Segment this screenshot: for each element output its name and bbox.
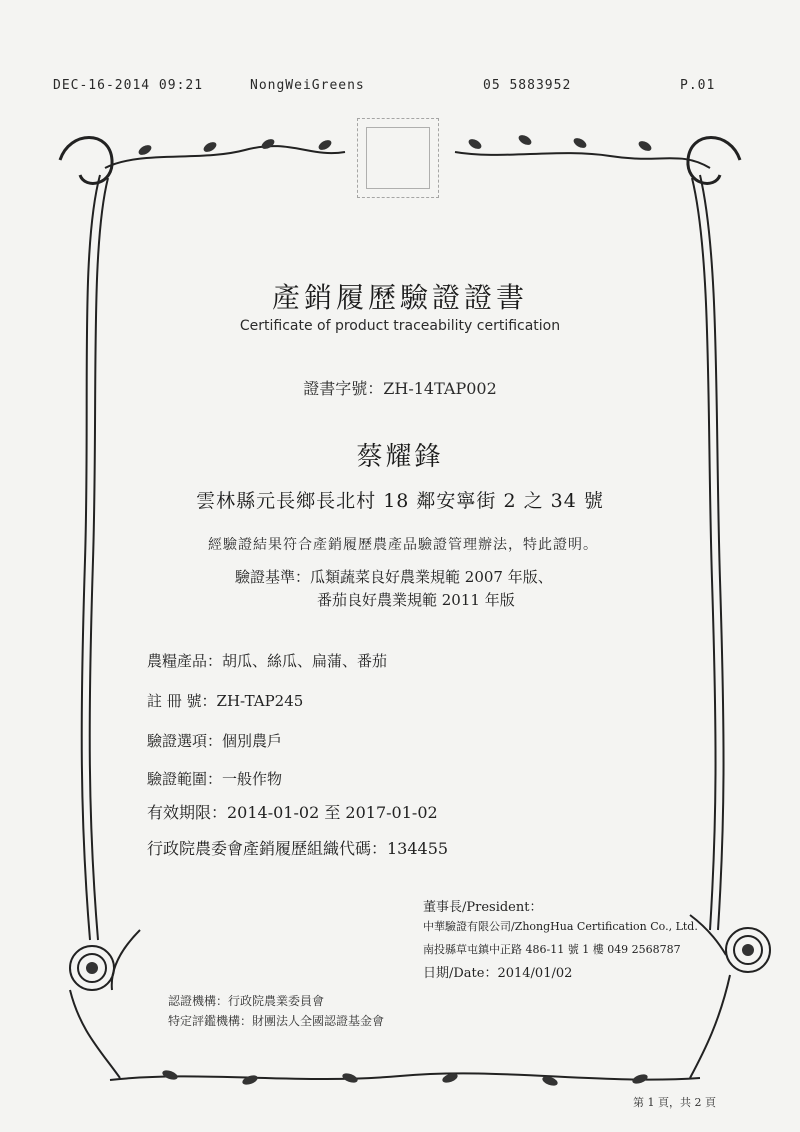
certification-body: 認證機構：行政院農業委員會 — [168, 994, 325, 1008]
signer-date: 日期/Date：2014/01/02 — [423, 966, 573, 981]
fax-phone: 05 5883952 — [483, 78, 572, 93]
certificate-number: 證書字號：ZH-14TAP002 — [303, 379, 497, 398]
page-count: 第 1 頁，共 2 頁 — [633, 1096, 716, 1109]
field-certification-option: 驗證選項：個別農戶 — [147, 732, 283, 750]
fax-page: P.01 — [680, 78, 716, 93]
seal-stamp — [357, 118, 439, 198]
certificate-title-zh: 產銷履歷驗證證書 — [271, 281, 528, 314]
fax-header — [0, 78, 800, 98]
certificate-title-en: Certificate of product traceability certification — [239, 318, 561, 334]
certification-statement: 經驗證結果符合產銷履歷農產品驗證管理辦法，特此證明。 — [208, 537, 598, 553]
field-organization-code: 行政院農委會產銷履歷組織代碼：134455 — [147, 839, 449, 858]
fax-sender: NongWeiGreens — [250, 78, 365, 93]
fax-datetime: DEC-16-2014 09:21 — [53, 78, 204, 93]
flower-ornament-left — [70, 930, 140, 1078]
holder-address: 雲林縣元長鄉長北村 18 鄰安寧街 2 之 34 號 — [196, 490, 604, 512]
certification-basis-line2: 番茄良好農業規範 2011 年版 — [317, 591, 515, 609]
seal-stamp-inner — [366, 127, 430, 189]
field-validity-period: 有效期限：2014-01-02 至 2017-01-02 — [147, 803, 438, 822]
certification-basis-line1: 驗證基準：瓜類蔬菜良好農業規範 2007 年版、 — [235, 568, 553, 586]
field-certification-scope: 驗證範圍：一般作物 — [147, 770, 283, 788]
field-registration-number: 註 冊 號：ZH-TAP245 — [147, 692, 304, 710]
accreditation-body: 特定評鑑機構：財團法人全國認證基金會 — [168, 1014, 385, 1028]
signer-company: 中華驗證有限公司/ZhongHua Certification Co., Ltd. — [423, 920, 698, 933]
holder-name: 蔡耀鋒 — [356, 442, 444, 472]
signer-president: 董事長/President： — [423, 900, 543, 915]
signer-address-tel: 南投縣草屯鎮中正路 486-11 號 1 樓 049 2568787 — [423, 943, 681, 956]
field-products: 農糧產品：胡瓜、絲瓜、扁蒲、番茄 — [147, 652, 388, 670]
flower-ornament-right — [690, 915, 770, 1078]
